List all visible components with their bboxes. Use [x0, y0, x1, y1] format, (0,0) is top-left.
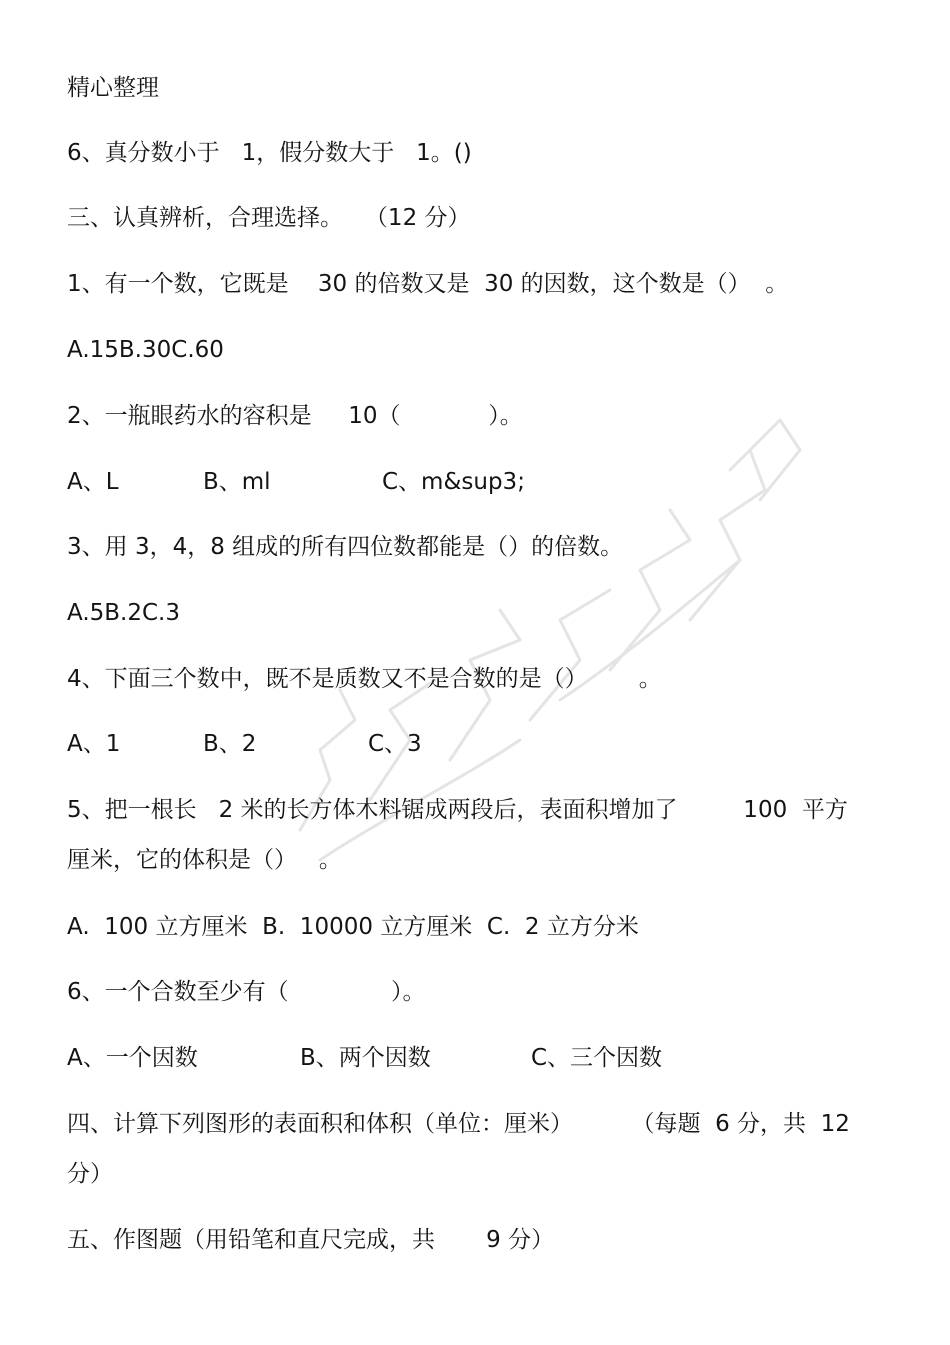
page-header: 精心整理	[67, 75, 159, 101]
section-title: 三、认真辨析，合理选择。 （12 分）	[67, 205, 471, 231]
option-c: C、3	[368, 731, 422, 757]
section-title: 分）	[67, 1161, 113, 1187]
option-b: B、两个因数	[300, 1045, 431, 1071]
option-b: B、ml	[203, 469, 271, 495]
question-line: 5、把一根长 2 米的长方体木料锯成两段后，表面积增加了 100 平方	[67, 797, 848, 823]
question-line: 4、下面三个数中，既不是质数又不是合数的是（） 。	[67, 666, 662, 692]
answer-options: A.5B.2C.3	[67, 600, 181, 626]
option-a: A、L	[67, 469, 119, 495]
option-a: A、1	[67, 731, 121, 757]
answer-options: A.15B.30C.60	[67, 337, 224, 363]
section-title: 五、作图题（用铅笔和直尺完成，共 9 分）	[67, 1227, 555, 1253]
option-a: A、一个因数	[67, 1045, 198, 1071]
section-title: 四、计算下列图形的表面积和体积（单位：厘米） （每题 6 分，共 12	[67, 1111, 850, 1137]
question-line: 2、一瓶眼药水的容积是 10（ ）。	[67, 403, 523, 429]
question-line: 3、用 3，4，8 组成的所有四位数都能是（）的倍数。	[67, 534, 624, 560]
question-line: 6、真分数小于 1，假分数大于 1。()	[67, 140, 472, 166]
question-line: 6、一个合数至少有（ ）。	[67, 979, 426, 1005]
answer-options: A. 100 立方厘米 B. 10000 立方厘米 C. 2 立方分米	[67, 914, 639, 940]
option-b: B、2	[203, 731, 257, 757]
question-line: 1、有一个数，它既是 30 的倍数又是 30 的因数，这个数是（） 。	[67, 271, 789, 297]
question-line: 厘米，它的体积是（） 。	[67, 847, 342, 873]
option-c: C、m&sup3;	[382, 469, 525, 495]
option-c: C、三个因数	[531, 1045, 663, 1071]
